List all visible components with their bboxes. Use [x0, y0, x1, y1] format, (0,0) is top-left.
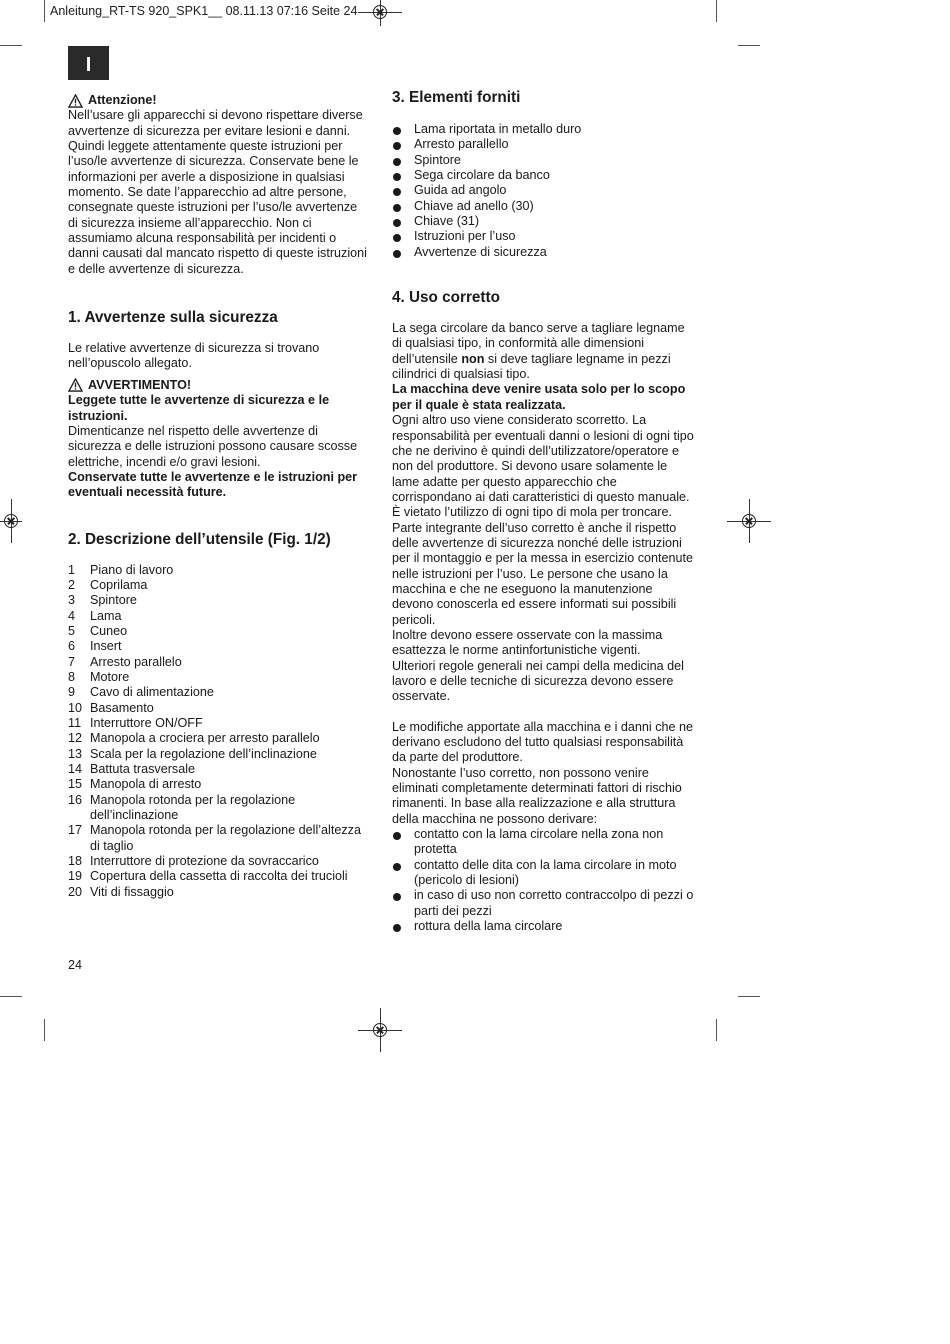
risk-item-text: contatto delle dita con la lama circolare in moto (pericolo di lesioni)	[414, 857, 677, 888]
crop-mark	[44, 1019, 45, 1041]
risk-list	[392, 827, 697, 934]
risk-item-text: rottura della lama circolare	[414, 919, 563, 934]
parts-list-item	[68, 609, 370, 624]
part-label: Manopola rotonda per la regolazione dell’inclinazione	[90, 792, 296, 823]
supply-item-text: Guida ad angolo	[414, 183, 507, 198]
parts-list-item	[68, 793, 370, 824]
risk-item-text: in caso di uso non corretto contraccolpo di pezzi o parti dei pezzi	[414, 888, 694, 918]
parts-list-item	[68, 747, 370, 762]
part-number: 8	[68, 669, 76, 684]
supply-item-text: Lama riportata in metallo duro	[414, 122, 582, 136]
bullet-icon	[392, 919, 414, 934]
attention-title: Attenzione!	[88, 93, 157, 107]
warning-text: Dimenticanze nel rispetto delle avvertenze di sicurezza e delle istruzioni possono causare scosse elettriche, incendi e/o gravi lesioni.	[68, 423, 358, 469]
crop-mark	[0, 996, 22, 997]
part-number: 4	[68, 608, 76, 623]
right-column	[392, 88, 697, 935]
part-label: Spintore	[90, 593, 137, 608]
parts-list-item	[68, 655, 370, 670]
parts-list-item	[68, 578, 370, 593]
supply-item	[392, 183, 697, 198]
part-number: 3	[68, 593, 76, 608]
bullet-icon	[392, 827, 414, 858]
crop-mark	[738, 45, 760, 46]
part-label: Manopola rotonda per la regolazione dell’altezza di taglio	[90, 823, 361, 853]
part-number: 16	[68, 792, 83, 807]
bullet-icon	[392, 183, 414, 198]
supply-item	[392, 168, 697, 183]
part-label: Lama	[90, 608, 122, 623]
bullet-icon	[392, 858, 414, 889]
parts-list-item	[68, 593, 370, 608]
supply-item	[392, 122, 697, 137]
bullet-icon	[392, 214, 414, 229]
parts-list-item	[68, 823, 370, 854]
part-label: Viti di fissaggio	[90, 884, 174, 899]
part-number: 1	[68, 562, 76, 577]
bullet-icon	[392, 229, 414, 244]
part-label: Interruttore ON/OFF	[90, 716, 203, 730]
registration-mark-icon	[373, 1023, 387, 1037]
usage-paragraph-5: Le modifiche apportate alla macchina e i danni che ne derivano escludono del tutto qualsiasi responsabilità da parte del produttore.	[392, 719, 694, 765]
supply-item	[392, 229, 697, 244]
supply-item-text: Arresto parallello	[414, 137, 509, 152]
parts-list-item	[68, 854, 370, 869]
usage-paragraph-1	[392, 321, 697, 382]
bullet-icon	[392, 122, 414, 137]
parts-list-item	[68, 563, 370, 578]
usage-bold-line: La macchina deve venire usata solo per lo scopo per il quale è stata realizzata.	[392, 382, 686, 412]
registration-mark-icon	[4, 514, 18, 528]
part-label: Motore	[90, 669, 130, 684]
bullet-icon	[392, 199, 414, 214]
supply-item-text: Spintore	[414, 152, 461, 167]
part-label: Basamento	[90, 700, 154, 715]
part-label: Manopola a crociera per arresto parallelo	[90, 731, 320, 746]
part-label: Manopola di arresto	[90, 777, 202, 792]
registration-mark-icon	[742, 514, 756, 528]
usage-text: La sega circolare da banco serve a tagliare legname di qualsiasi tipo, in conformità alle dimensioni dell’utensile	[392, 321, 685, 366]
parts-list-item	[68, 762, 370, 777]
risk-item	[392, 858, 697, 889]
usage-emphasis: non	[461, 351, 485, 366]
parts-list	[68, 563, 370, 901]
part-label: Insert	[90, 639, 122, 654]
supply-item	[392, 214, 697, 229]
supply-item	[392, 153, 697, 168]
bullet-icon	[392, 245, 414, 260]
usage-paragraph-3: Inoltre devono essere osservate con la massima esattezza le norme antinfortunistiche vigenti.	[392, 627, 663, 658]
part-number: 5	[68, 623, 76, 638]
section2-heading: 2. Descrizione dell’utensile (Fig. 1/2)	[68, 530, 331, 548]
parts-list-item	[68, 701, 370, 716]
part-number: 10	[68, 700, 83, 715]
page-number: 24	[68, 958, 83, 972]
warning-triangle-icon	[68, 94, 83, 108]
part-number: 17	[68, 823, 83, 838]
part-number: 20	[68, 884, 83, 899]
parts-list-item	[68, 885, 370, 900]
attention-heading	[68, 93, 370, 108]
supply-item	[392, 199, 697, 214]
usage-paragraph-2: Ogni altro uso viene considerato scorretto. La responsabilità per eventuali danni o lesioni di ogni tipo che ne derivino è quindi dell’utilizzatore/operatore e non del produttore. Si devono usare solamente le lame adatte per questo apparecchio che corrispondano ai dati caratteristici di questo manuale. È vietato l’utilizzo di ogni tipo di mola per troncare. Parte integrante dell’uso corretto è anche il rispetto delle avvertenze di sicurezza nonché delle istruzioni per il montaggio e per la messa in esercizio contenute nelle istruzioni per l’uso. Le persone che usano la macchina e che ne eseguono la manutenzione devono conoscerla ed essere informati sui possibili pericoli.	[392, 413, 694, 627]
part-number: 11	[68, 716, 82, 730]
supply-item-text: Avvertenze di sicurezza	[414, 244, 547, 259]
warning-title: AVVERTIMENTO!	[88, 377, 192, 392]
part-label: Arresto parallelo	[90, 654, 182, 669]
section4-heading: 4. Uso corretto	[392, 289, 500, 307]
parts-list-item	[68, 777, 370, 792]
part-label: Coprilama	[90, 577, 148, 592]
part-label: Cuneo	[90, 623, 128, 638]
warning-triangle-icon	[68, 378, 83, 392]
section1-heading: 1. Avvertenze sulla sicurezza	[68, 309, 278, 327]
part-number: 15	[68, 777, 83, 792]
bullet-icon	[392, 168, 414, 183]
part-number: 18	[68, 854, 83, 869]
parts-list-item	[68, 716, 370, 731]
crop-mark	[716, 1019, 717, 1041]
supply-item-text: Sega circolare da banco	[414, 168, 550, 183]
warning-bold-1: Leggete tutte le avvertenze di sicurezza e le istruzioni.	[68, 393, 330, 423]
part-number: 14	[68, 762, 83, 777]
parts-list-item	[68, 869, 370, 884]
part-label: Interruttore di protezione da sovraccarico	[90, 854, 319, 869]
supply-item-text: Chiave ad anello (30)	[414, 198, 534, 213]
part-label: Scala per la regolazione dell’inclinazione	[90, 746, 317, 761]
part-number: 9	[68, 685, 76, 700]
crop-mark	[738, 996, 760, 997]
risk-item	[392, 888, 697, 919]
supply-item	[392, 245, 697, 260]
crop-mark	[44, 0, 45, 22]
left-column	[68, 93, 370, 900]
warning-bold-2: Conservate tutte le avvertenze e le istruzioni per eventuali necessità future.	[68, 469, 358, 500]
risk-item	[392, 919, 697, 934]
part-number: 19	[68, 869, 83, 884]
part-number: 2	[68, 577, 76, 592]
section1-intro: Le relative avvertenze di sicurezza si trovano nell’opuscolo allegato.	[68, 341, 320, 371]
risk-item-text: contatto con la lama circolare nella zona non protetta	[414, 827, 664, 857]
parts-list-item	[68, 639, 370, 654]
part-number: 6	[68, 639, 76, 654]
usage-paragraph-4: Ulteriori regole generali nei campi della medicina del lavoro e delle tecniche di sicurezza devono essere osservate.	[392, 658, 684, 704]
print-slug: Anleitung_RT-TS 920_SPK1__ 08.11.13 07:16 Seite 24	[50, 4, 358, 18]
usage-paragraph-6: Nonostante l’uso corretto, non possono venire eliminati completamente determinati fattori di rischio rimanenti. In base alla realizzazione e alla struttura della macchina ne possono derivare:	[392, 765, 682, 826]
usage-text: si deve tagliare legname in pezzi cilindrici di qualsiasi tipo.	[392, 351, 671, 382]
section3-heading: 3. Elementi forniti	[392, 89, 521, 106]
parts-list-item	[68, 731, 370, 746]
parts-list-item	[68, 670, 370, 685]
part-label: Piano di lavoro	[90, 562, 174, 577]
warning-heading	[68, 378, 370, 393]
supply-list	[392, 122, 697, 260]
supply-item-text: Chiave (31)	[414, 214, 480, 229]
bullet-icon	[392, 888, 414, 919]
registration-mark-icon	[373, 5, 387, 19]
language-tab: I	[68, 46, 109, 80]
crop-mark	[716, 0, 717, 22]
crop-mark	[0, 45, 22, 46]
part-number: 13	[68, 746, 83, 761]
bullet-icon	[392, 137, 414, 152]
supply-item-text: Istruzioni per l’uso	[414, 229, 516, 244]
parts-list-item	[68, 624, 370, 639]
bullet-icon	[392, 153, 414, 168]
part-label: Copertura della cassetta di raccolta dei trucioli	[90, 869, 348, 884]
supply-item	[392, 137, 697, 152]
part-number: 12	[68, 731, 83, 746]
attention-text: Nell’usare gli apparecchi si devono rispettare diverse avvertenze di sicurezza per evitare lesioni e danni. Quindi leggete attentamente queste istruzioni per l’uso/le avvertenze di sicurezza. Conservate bene le informazioni per averle a disposizione in qualsiasi momento. Se date l’apparecchio ad altre persone, consegnate queste istruzioni per l’uso/le avvertenze di sicurezza insieme all’apparecchio. Non ci assumiamo alcuna responsabilità per incidenti o danni causati dal mancato rispetto di queste istruzioni e delle avvertenze di sicurezza.	[68, 108, 367, 276]
part-label: Battuta trasversale	[90, 762, 195, 777]
part-label: Cavo di alimentazione	[90, 685, 214, 700]
risk-item	[392, 827, 697, 858]
parts-list-item	[68, 685, 370, 700]
part-number: 7	[68, 654, 76, 669]
